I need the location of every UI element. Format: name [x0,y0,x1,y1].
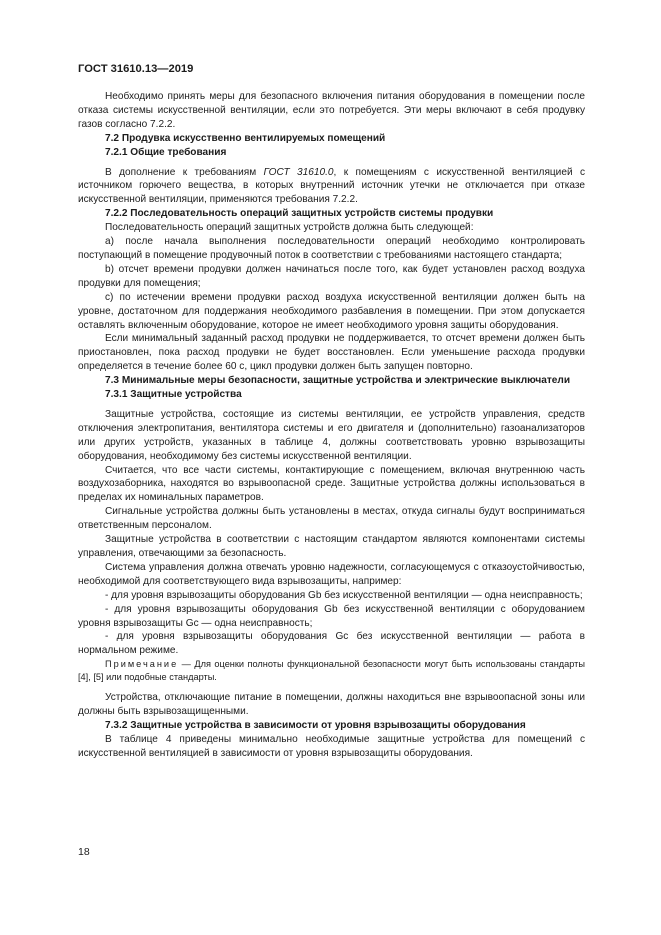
paragraph-7-3-1-2: Считается, что все части системы, контактирующие с помещением, включая внутреннюю часть воздухозаборника, находятся во взрывоопасной среде. Защитные устройства должны использоваться в пределах их номинальных параметров. [78,464,585,504]
section-heading-7-2-2: 7.2.2 Последовательность операций защитных устройств системы продувки [105,208,494,220]
paragraph-7-3-1-4: Защитные устройства в соответствии с настоящим стандартом являются компонентами системы управления, отвечающими за безопасность. [78,534,585,559]
note-text: — Для оценки полноты функциональной безопасности могут быть использованы стандарты [4], [5] или подобные стандарты. [78,659,585,682]
list-item-a: а) после начала выполнения последовательности операций необходимо контролировать поступающий в помещение продувочный поток в соответствии с требованиями настоящего стандарта; [78,236,585,261]
list-item-b: b) отсчет времени продувки должен начинаться после того, как будет установлен расход воздуха продувки для помещения; [78,263,585,289]
paragraph-7-2-2-purge: Если минимальный заданный расход продувки не поддерживается, то отсчет времени должен быть приостановлен, пока расход продувки не будет восстановлен. Если уменьшение расхода продувки определяется в течение более 60 с, цикл продувки должен быть запущен повторно. [78,333,585,373]
paragraph-7-3-1-6: Устройства, отключающие питание в помещении, должны находиться вне взрывоопасной зоны или должны быть взрывозащищенными. [78,692,585,718]
section-heading-7-2-1: 7.2.1 Общие требования [105,146,227,158]
paragraph-7-2-1 [78,166,585,208]
intro-paragraph: Необходимо принять меры для безопасного включения питания оборудования в помещении после отказа системы искусственной вентиляции, если это потребуется. Эти меры включают в себя продувку газов согласно 7.2.2. [78,91,585,130]
note-label: Примечание [105,659,179,670]
section-heading-7-3: 7.3 Минимальные меры безопасности, защитные устройства и электрические выключатели [105,375,571,387]
section-heading-7-2: 7.2 Продувка искусственно вентилируемых помещений [105,132,386,144]
page-number: 18 [78,846,90,858]
dash-item-1: - для уровня взрывозащиты оборудования Gb без искусственной вентиляции — одна неисправность; [105,589,583,601]
section-heading-7-3-2: 7.3.2 Защитные устройства в зависимости от уровня взрывозащиты оборудования [105,720,526,732]
paragraph-7-2-2-intro: Последовательность операций защитных устройств должна быть следующей: [105,222,474,234]
dash-item-3: - для уровня взрывозащиты оборудования Gc без искусственной вентиляции — работа в нормальном режиме. [78,631,585,657]
standard-reference: ГОСТ 31610.0 [263,166,334,178]
document-header: ГОСТ 31610.13—2019 [78,63,194,75]
paragraph-7-3-1-1: Защитные устройства, состоящие из системы вентиляции, ее устройств управления, средств отключения электропитания, вентилятора системы и его двигателя и (дополнительно) газоанализаторов или других устройств, указанных в таблице 4, должны соответствовать уровню взрывозащиты оборудования, необходимому без системы искусственной вентиляции. [78,408,585,462]
document-body [78,90,585,761]
paragraph-7-3-1-3: Сигнальные устройства должны быть установлены в местах, откуда сигналы будут восприниматься ответственным персоналом. [78,506,585,532]
dash-item-2: - для уровня взрывозащиты оборудования Gb без искусственной вентиляции с оборудованием уровня взрывозащиты Gc — одна неисправность; [78,603,585,629]
paragraph-7-2-1-end: , к помещениям с искусственной вентиляцией с источником горючего вещества, в которых внутренний источник утечки не отключается при отказе искусственной вентиляции, применяются требования 7.2.2. [78,166,585,206]
paragraph-7-2-1-start: В дополнение к требованиям [105,166,264,178]
list-item-c: c) по истечении времени продувки расход воздуха искусственной вентиляции должен быть на уровне, достаточном для поддержания необходимого разбавления в помещении. При этом допускается оставлять включенным оборудование, которое не имеет необходимого уровня защиты оборудования. [78,291,585,331]
section-heading-7-3-1: 7.3.1 Защитные устройства [105,389,242,401]
paragraph-7-3-1-5: Система управления должна отвечать уровню надежности, согласующемуся с отказоустойчивостью, необходимой для соответствующего вида взрывозащиты, например: [78,561,585,587]
note [78,658,585,683]
paragraph-7-3-2: В таблице 4 приведены минимально необходимые защитные устройства для помещений с искусственной вентиляцией в зависимости от уровня взрывозащиты оборудования. [78,734,585,760]
